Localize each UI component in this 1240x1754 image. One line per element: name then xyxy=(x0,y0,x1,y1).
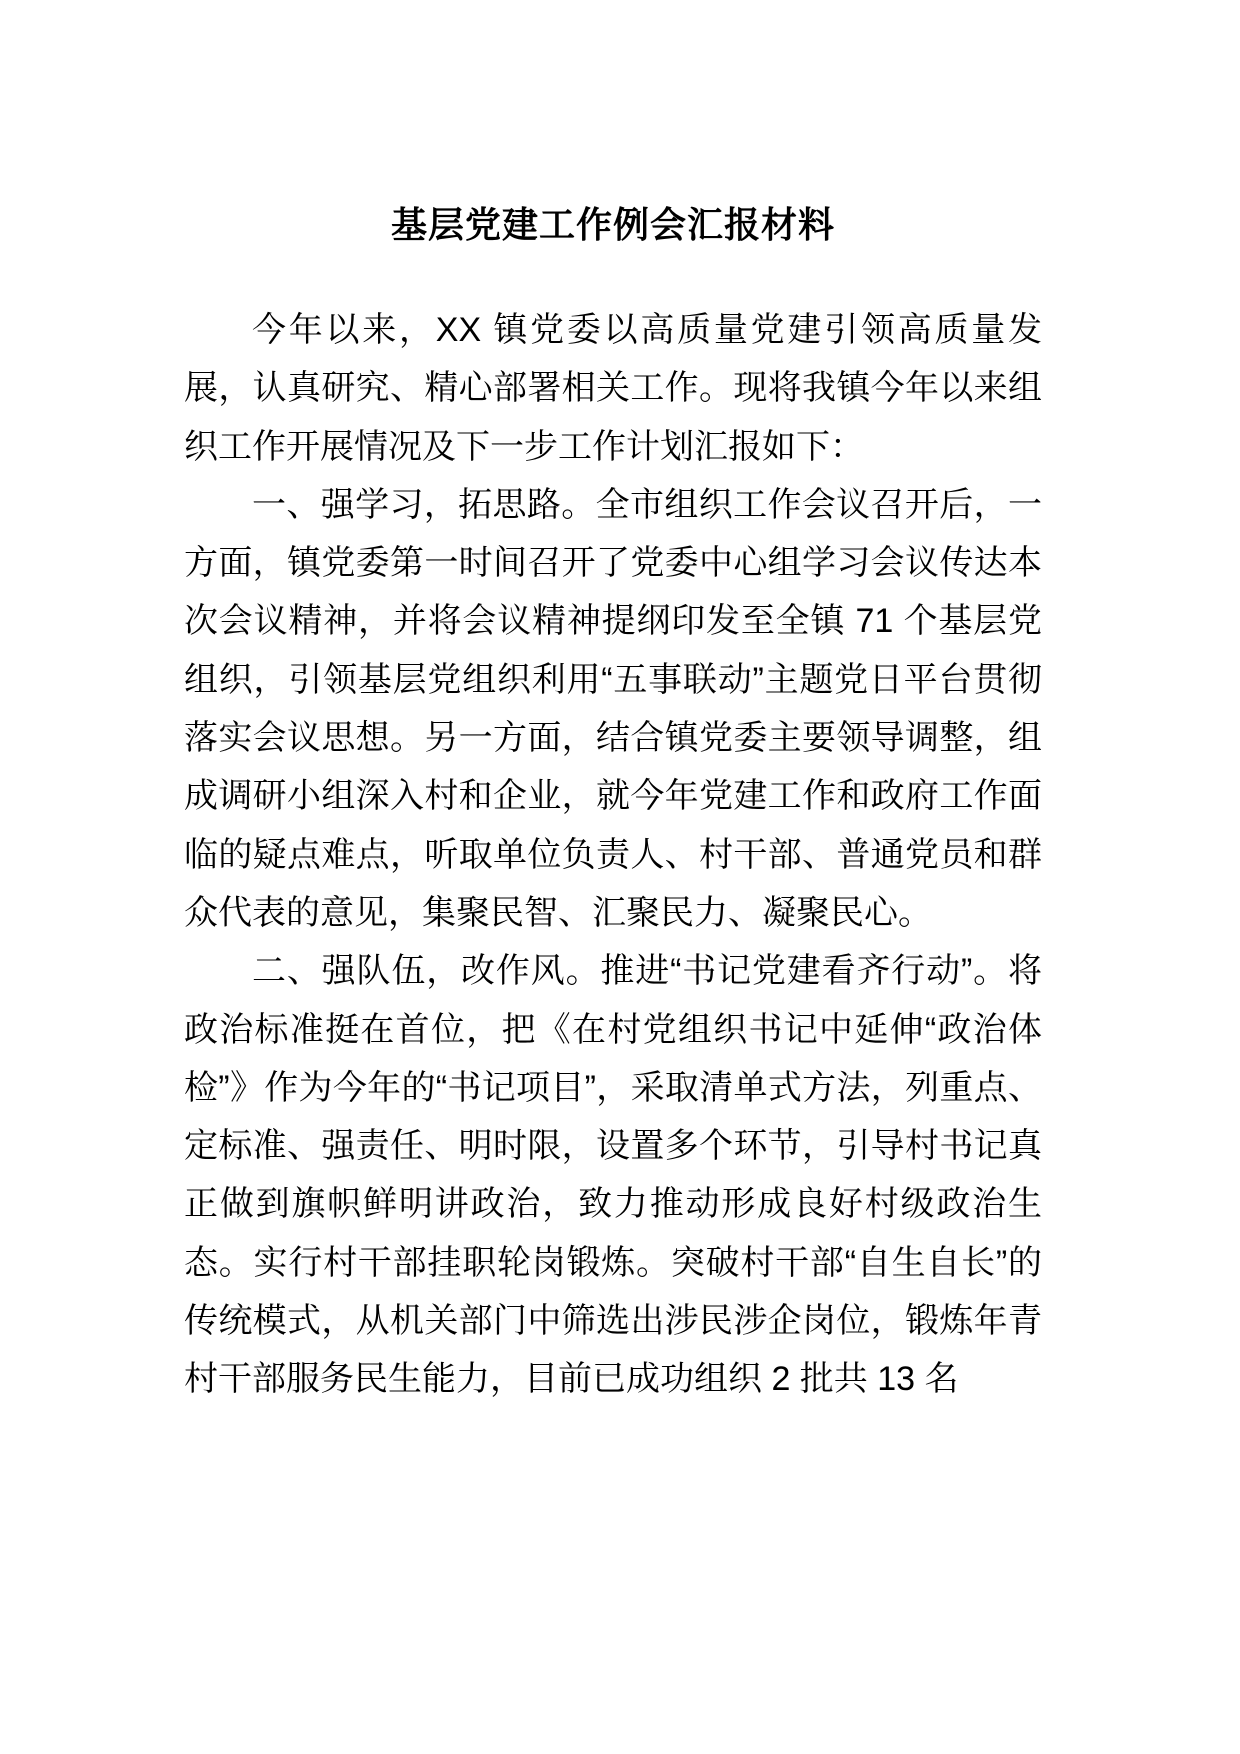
document-body xyxy=(184,301,1042,1409)
paragraph-section-1: 一、强学习，拓思路。全市组织工作会议召开后，一方面，镇党委第一时间召开了党委中心组学习会议传达本次会议精神，并将会议精神提纲印发至全镇 71 个基层党组织，引领基层党组织利用“五事联动”主题党日平台贯彻落实会议思想。另一方面，结合镇党委主要领导调整，组成调研小组深入村和企业，就今年党建工作和政府工作面临的疑点难点，听取单位负责人、村干部、普通党员和群众代表的意见，集聚民智、汇聚民力、凝聚民心。 xyxy=(184,485,1042,932)
document-title: 基层党建工作例会汇报材料 xyxy=(390,204,835,245)
paragraph-section-2: 二、强队伍，改作风。推进“书记党建看齐行动”。将政治标准挺在首位，把《在村党组织书记中延伸“政治体检”》作为今年的“书记项目”，采取清单式方法，列重点、定标准、强责任、明时限，设置多个环节，引导村书记真正做到旗帜鲜明讲政治，致力推动形成良好村级政治生态。实行村干部挂职轮岗锻炼。突破村干部“自生自长”的传统模式，从机关部门中筛选出涉民涉企岗位，锻炼年青村干部服务民生能力，目前已成功组织 2 批共 13 名 xyxy=(184,952,1042,1399)
paragraph-intro: 今年以来，XX 镇党委以高质量党建引领高质量发展，认真研究、精心部署相关工作。现将我镇今年以来组织工作开展情况及下一步工作计划汇报如下： xyxy=(184,311,1042,466)
